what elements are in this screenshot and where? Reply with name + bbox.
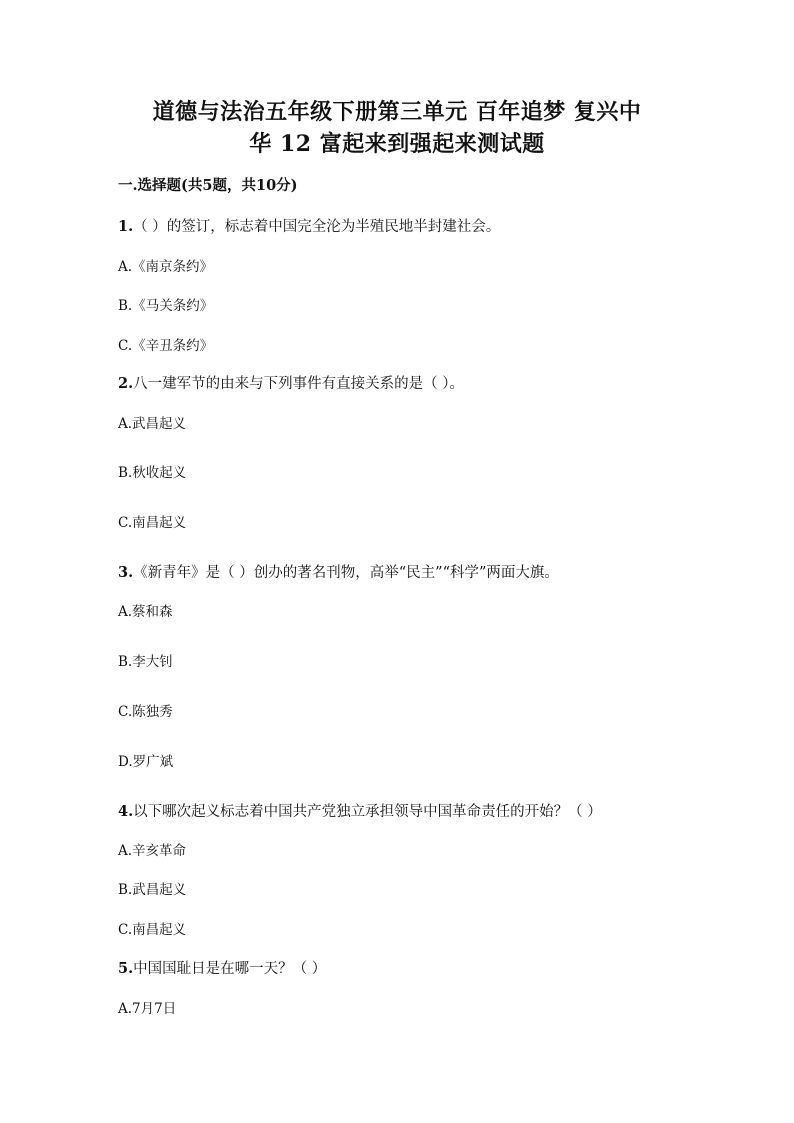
question-text: 以下哪次起义标志着中国共产党独立承担领导中国革命责任的开始？（ ）: [133, 804, 602, 820]
question-2: [118, 373, 464, 395]
question-text: 中国国耻日是在哪一天？（ ）: [133, 961, 327, 977]
question-number: 4.: [118, 803, 134, 820]
question-1-option-b: B.《马关条约》: [118, 298, 214, 314]
document-title-line-1: 道德与法治五年级下册第三单元 百年追梦 复兴中: [152, 99, 642, 125]
question-3-option-d: D.罗广斌: [118, 754, 174, 770]
question-text: （ ）的签订，标志着中国完全沦为半殖民地半封建社会。: [133, 219, 501, 235]
question-5-option-a: A.7月7日: [118, 1001, 177, 1017]
question-3-option-a: A.蔡和森: [118, 604, 173, 620]
question-4-option-c: C.南昌起义: [118, 922, 187, 938]
question-3: [118, 562, 559, 584]
question-number: 2.: [118, 375, 134, 392]
question-3-option-b: B.李大钊: [118, 654, 173, 670]
question-text: 《新青年》是（ ）创办的著名刊物，高举“民主”“科学”两面大旗。: [133, 565, 559, 581]
question-number: 5.: [118, 960, 134, 977]
question-3-option-c: C.陈独秀: [118, 704, 173, 720]
question-1: [118, 216, 500, 238]
document-title-line-2: 华 12 富起来到强起来测试题: [249, 131, 545, 157]
section-heading: 一.选择题(共5题，共10分): [118, 177, 298, 194]
question-4-option-a: A.辛亥革命: [118, 843, 187, 859]
question-2-option-a: A.武昌起义: [118, 416, 187, 432]
question-4: [118, 801, 602, 823]
question-number: 1.: [118, 218, 134, 235]
question-1-option-c: C.《辛丑条约》: [118, 338, 214, 354]
question-5: [118, 958, 326, 980]
question-text: 八一建军节的由来与下列事件有直接关系的是（ ）。: [133, 376, 464, 392]
question-2-option-b: B.秋收起义: [118, 465, 187, 481]
question-2-option-c: C.南昌起义: [118, 515, 187, 531]
question-1-option-a: A.《南京条约》: [118, 259, 214, 275]
question-number: 3.: [118, 564, 134, 581]
question-4-option-b: B.武昌起义: [118, 882, 187, 898]
